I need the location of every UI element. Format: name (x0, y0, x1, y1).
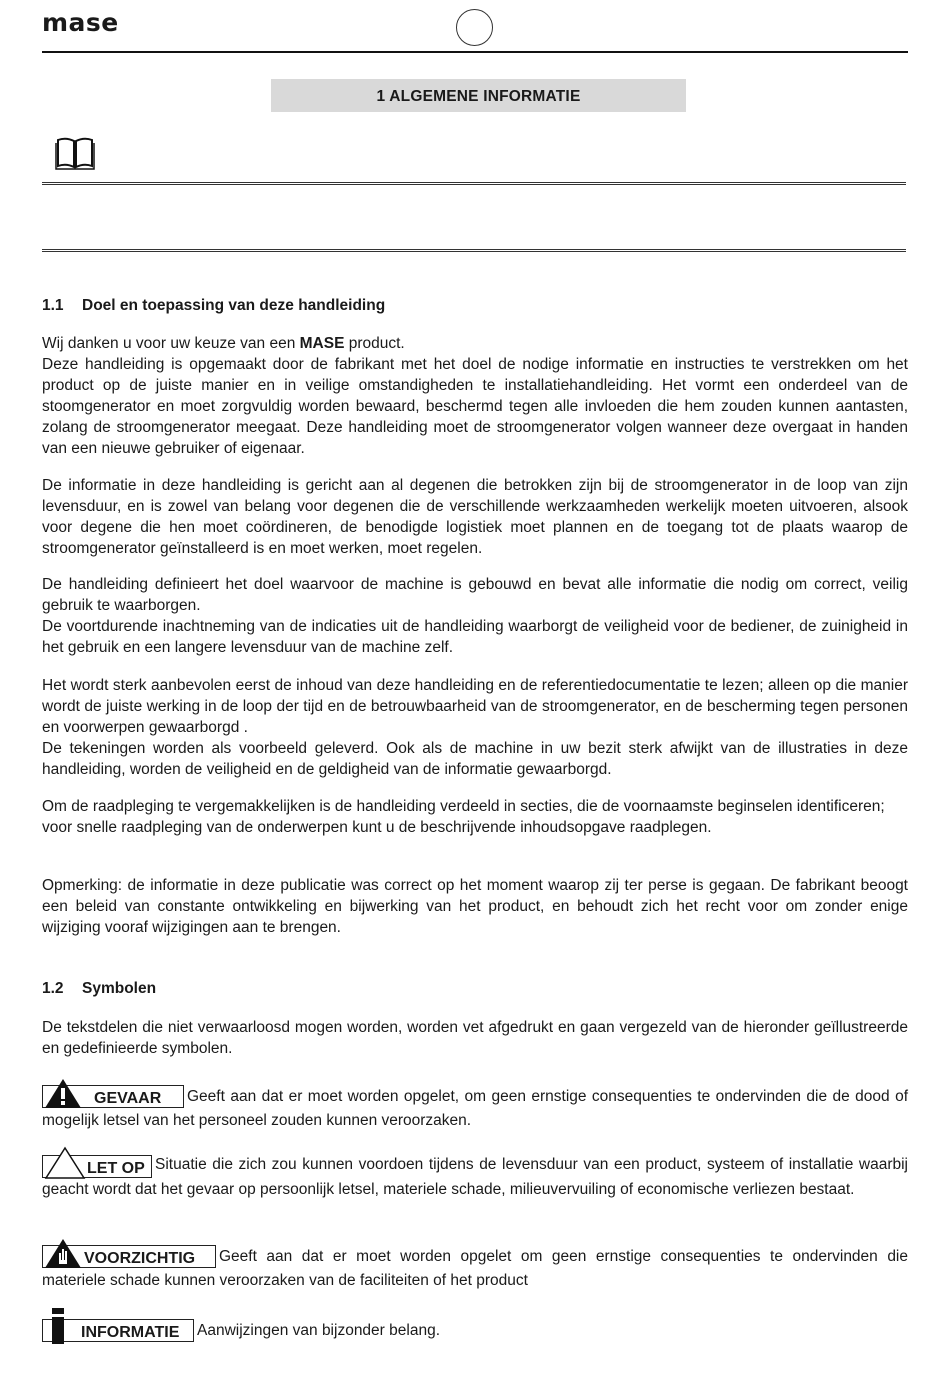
brand-name: MASE (299, 335, 345, 352)
danger-description: Geeft aan dat er moet worden opgelet, om geen ernstige consequenties te ondervinden die de dood of mogelijk letsel van het personeel zouden kunnen veroorzaken. (42, 1088, 908, 1129)
paragraph-consultation (42, 796, 908, 838)
caution-description: Geeft aan dat er moet worden opgelet om geen ernstige consequenties te ondervinden die materiele schade kunnen veroorzaken van de faciliteiten of het product (42, 1248, 908, 1289)
paragraph-text: voor snelle raadpleging van de onderwerpen kunt u de beschrijvende inhoudsopgave raadplegen. (42, 819, 712, 836)
danger-label-box (42, 1085, 184, 1108)
symbol-caution (42, 1245, 908, 1293)
caution-label-box (42, 1245, 216, 1268)
chapter-title: 1 ALGEMENE INFORMATIE (271, 79, 686, 112)
paragraph-text: Om de raadpleging te vergemakkelijken is de handleiding verdeeld in secties, die de voornaamste beginselen identificeren; (42, 798, 885, 815)
caution-hand-icon (43, 1238, 83, 1270)
section-heading-1-1 (42, 296, 385, 316)
paragraph-text: De informatie in deze handleiding is gericht aan al degenen die betrokken zijn bij de stroomgenerator in de loop van zijn levensduur, en is zowel van belang voor degenen die de verschillende werkzaamheden werkelijk moeten uitvoeren, alsook voor degene die hen moet coördineren, de benodigde logistiek moet plannen en de toegang tot de plaats waarop de stroomgenerator geïnstalleerd is en moet werken, moet regelen. (42, 477, 908, 557)
paragraph-text: De voortdurende inachtneming van de indicaties uit de handleiding waarborgt de veiligheid voor de bediener, de zuinigheid in het gebruik en een langere levensduur van de machine zelf. (42, 618, 908, 656)
paragraph-text: De handleiding definieert het doel waarvoor de machine is gebouwd en bevat alle informatie die nodig om correct, veilig gebruik te waarborgen. (42, 576, 908, 614)
warning-label-box (42, 1155, 152, 1178)
info-description: Aanwijzingen van bijzonder belang. (197, 1322, 440, 1339)
warning-description: Situatie die zich zou kunnen voordoen tijdens de levensduur van een product, systeem of installatie waarbij geacht wordt dat het gevaar op persoonlijk letsel, materiele schade, milieuvervuiling of economische verliezen bestaat. (42, 1156, 908, 1198)
double-rule-bottom (42, 249, 906, 252)
page-number-circle (456, 9, 493, 46)
symbol-danger (42, 1085, 908, 1133)
paragraph-text: De tekeningen worden als voorbeeld geleverd. Ook als de machine in uw bezit sterk afwijkt van de illustraties in deze handleiding, worden de veiligheid en de geldigheid van de informatie gewaarborgd. (42, 740, 908, 778)
symbol-warning (42, 1153, 908, 1202)
paragraph-note (42, 875, 908, 938)
paragraph-audience (42, 475, 908, 559)
info-label: INFORMATIE (81, 1324, 180, 1341)
intro-text: Wij danken u voor uw keuze van een (42, 335, 300, 352)
section-title: Doel en toepassing van deze handleiding (82, 297, 386, 314)
paragraph-text: De tekstdelen die niet verwaarloosd mogen worden, worden vet afgedrukt en gaan vergezeld van de hieronder geïllustreerde en gedefinieerde symbolen. (42, 1019, 908, 1057)
header-divider (42, 51, 908, 53)
danger-icon (43, 1078, 83, 1110)
paragraph-symbols-intro (42, 1017, 908, 1059)
paragraph-purpose (42, 574, 908, 658)
paragraph-text: Deze handleiding is opgemaakt door de fabrikant met het doel de nodige informatie en instructies te verstrekken om het product op de juiste manier en in veilige omstandigheden te installatiehandleiding. Het vormt een onderdeel van de stoomgenerator en moet zorgvuldig worden bewaard, beschermd tegen alle invloeden die hem zouden kunnen aantasten, zolang de stroomgenerator meegaat. Deze handleiding moet de stroomgenerator volgen wanneer deze overgaat in handen van een nieuwe gebruiker of eigenaar. (42, 356, 908, 457)
paragraph-recommendation (42, 675, 908, 780)
section-title: Symbolen (82, 980, 157, 997)
paragraph-text: Opmerking: de informatie in deze publicatie was correct op het moment waarop zij ter perse is gegaan. De fabrikant beoogt een beleid van constante ontwikkeling en bijwerking van het product, en behoudt zich het recht voor om zonder enige wijziging vooraf wijzigingen aan te brengen. (42, 877, 908, 936)
section-heading-1-2 (42, 979, 156, 999)
paragraph-text: Het wordt sterk aanbevolen eerst de inhoud van deze handleiding en de referentiedocumentatie te lezen; alleen op die manier wordt de juiste werking in de loop der tijd en de betrouwbaarheid van de stroomgenerator, en de bescherming tegen personen en voorwerpen gewaarborgd . (42, 677, 908, 736)
double-rule-top (42, 182, 906, 185)
danger-label: GEVAAR (94, 1090, 162, 1107)
section-number: 1.1 (42, 297, 64, 314)
info-label-box (42, 1319, 194, 1342)
intro-text-end: product. (344, 335, 405, 352)
caution-label: VOORZICHTIG (84, 1250, 196, 1267)
warning-triangle-icon (43, 1146, 87, 1180)
brand-logo: mase (42, 8, 119, 37)
section-number: 1.2 (42, 980, 64, 997)
symbol-info (42, 1319, 908, 1343)
info-icon (51, 1308, 65, 1344)
open-book-icon (54, 137, 96, 176)
warning-label: LET OP (87, 1160, 145, 1177)
paragraph-intro (42, 333, 908, 459)
